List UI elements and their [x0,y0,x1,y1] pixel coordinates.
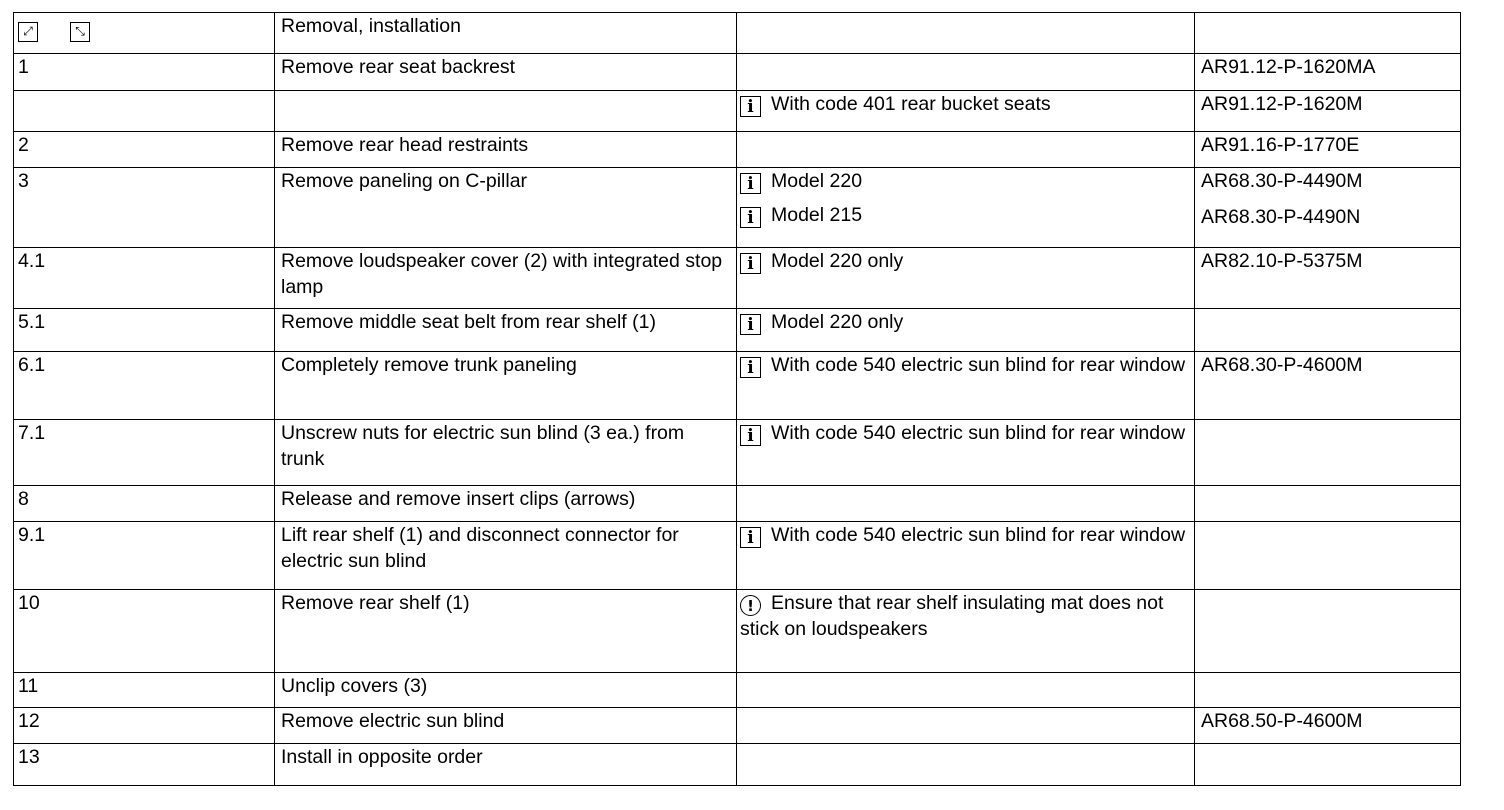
info-icon[interactable]: i [740,173,761,194]
step-action: Completely remove trunk paneling [275,352,737,420]
note-text: Model 220 [771,170,863,192]
table-row [14,248,1461,309]
header-notes-cell [737,13,1195,54]
step-references [1195,352,1461,420]
table-row [14,91,1461,132]
note-text: With code 401 rear bucket seats [771,93,1051,115]
info-note [740,352,1190,378]
step-references [1195,168,1461,248]
step-number: 3 [14,168,275,248]
info-icon[interactable]: i [740,314,761,335]
reference-link[interactable]: AR91.12-P-1620MA [1201,56,1376,78]
step-references [1195,248,1461,309]
step-references [1195,522,1461,590]
step-number: 11 [14,673,275,708]
step-references [1195,54,1461,91]
step-action: Remove rear shelf (1) [275,590,737,673]
step-action: Remove middle seat belt from rear shelf (1) [275,309,737,352]
procedure-table [13,12,1461,786]
step-number: 1 [14,54,275,91]
info-note [740,91,1190,117]
step-notes [737,522,1195,590]
step-notes [737,168,1195,248]
table-row [14,132,1461,168]
info-icon[interactable]: i [740,357,761,378]
step-references [1195,132,1461,168]
step-action [275,91,737,132]
step-notes [737,91,1195,132]
reference-link[interactable]: AR82.10-P-5375M [1201,250,1363,272]
step-number: 7.1 [14,420,275,486]
step-references [1195,590,1461,673]
table-row [14,352,1461,420]
step-action: Unscrew nuts for electric sun blind (3 ea.) from trunk [275,420,737,486]
expand-icon[interactable]: ⤢ [18,22,38,42]
reference-link[interactable]: AR68.30-P-4490M [1201,170,1363,192]
header-title: Removal, installation [275,13,737,54]
step-notes [737,352,1195,420]
note-text: With code 540 electric sun blind for rear window [771,524,1186,546]
info-note [740,420,1190,446]
step-references [1195,91,1461,132]
header-row [14,13,1461,54]
step-notes [737,744,1195,786]
table-row [14,168,1461,248]
reference-link[interactable]: AR91.12-P-1620M [1201,93,1363,115]
procedure-table-body [14,13,1461,786]
step-number: 4.1 [14,248,275,309]
step-number: 6.1 [14,352,275,420]
info-icon[interactable]: i [740,527,761,548]
step-number: 2 [14,132,275,168]
warning-icon[interactable]: ! [740,595,761,616]
step-references [1195,708,1461,744]
step-notes [737,673,1195,708]
info-icon[interactable]: i [740,253,761,274]
step-references [1195,744,1461,786]
step-action: Remove rear seat backrest [275,54,737,91]
warning-note [740,590,1190,642]
step-number: 10 [14,590,275,673]
step-notes [737,309,1195,352]
reference-link[interactable]: AR68.30-P-4490N [1201,206,1361,228]
step-number: 8 [14,486,275,522]
step-notes [737,420,1195,486]
step-number: 9.1 [14,522,275,590]
step-action: Remove rear head restraints [275,132,737,168]
reference-link[interactable]: AR68.50-P-4600M [1201,710,1363,732]
collapse-icon[interactable]: ⤡ [70,22,90,42]
table-row [14,420,1461,486]
step-notes [737,590,1195,673]
note-text: With code 540 electric sun blind for rear window [771,354,1186,376]
step-action: Install in opposite order [275,744,737,786]
step-number: 12 [14,708,275,744]
info-note [740,522,1190,548]
step-action: Release and remove insert clips (arrows) [275,486,737,522]
note-text: Ensure that rear shelf insulating mat does not stick on loudspeakers [740,592,1164,640]
header-icons-cell [14,13,275,54]
reference-link[interactable]: AR68.30-P-4600M [1201,354,1363,376]
info-icon[interactable]: i [740,96,761,117]
table-row [14,673,1461,708]
reference-link[interactable]: AR91.16-P-1770E [1201,134,1360,156]
step-action: Remove paneling on C-pillar [275,168,737,248]
info-icon[interactable]: i [740,425,761,446]
header-refs-cell [1195,13,1461,54]
info-icon[interactable]: i [740,207,761,228]
note-text: Model 220 only [771,250,904,272]
step-action: Remove loudspeaker cover (2) with integrated stop lamp [275,248,737,309]
info-note [740,248,1190,274]
table-row [14,309,1461,352]
table-row [14,744,1461,786]
step-references [1195,673,1461,708]
table-row [14,708,1461,744]
info-note [740,202,1190,228]
step-references [1195,486,1461,522]
step-number [14,91,275,132]
info-note [740,168,1190,194]
step-action: Lift rear shelf (1) and disconnect connector for electric sun blind [275,522,737,590]
step-notes [737,248,1195,309]
step-number: 13 [14,744,275,786]
step-notes [737,54,1195,91]
step-action: Unclip covers (3) [275,673,737,708]
table-row [14,522,1461,590]
note-text: Model 220 only [771,311,904,333]
step-notes [737,708,1195,744]
step-number: 5.1 [14,309,275,352]
note-text: Model 215 [771,204,863,226]
step-notes [737,486,1195,522]
step-notes [737,132,1195,168]
note-text: With code 540 electric sun blind for rear window [771,422,1186,444]
step-references [1195,420,1461,486]
step-references [1195,309,1461,352]
table-row [14,54,1461,91]
table-row [14,486,1461,522]
step-action: Remove electric sun blind [275,708,737,744]
table-row [14,590,1461,673]
info-note [740,309,1190,335]
